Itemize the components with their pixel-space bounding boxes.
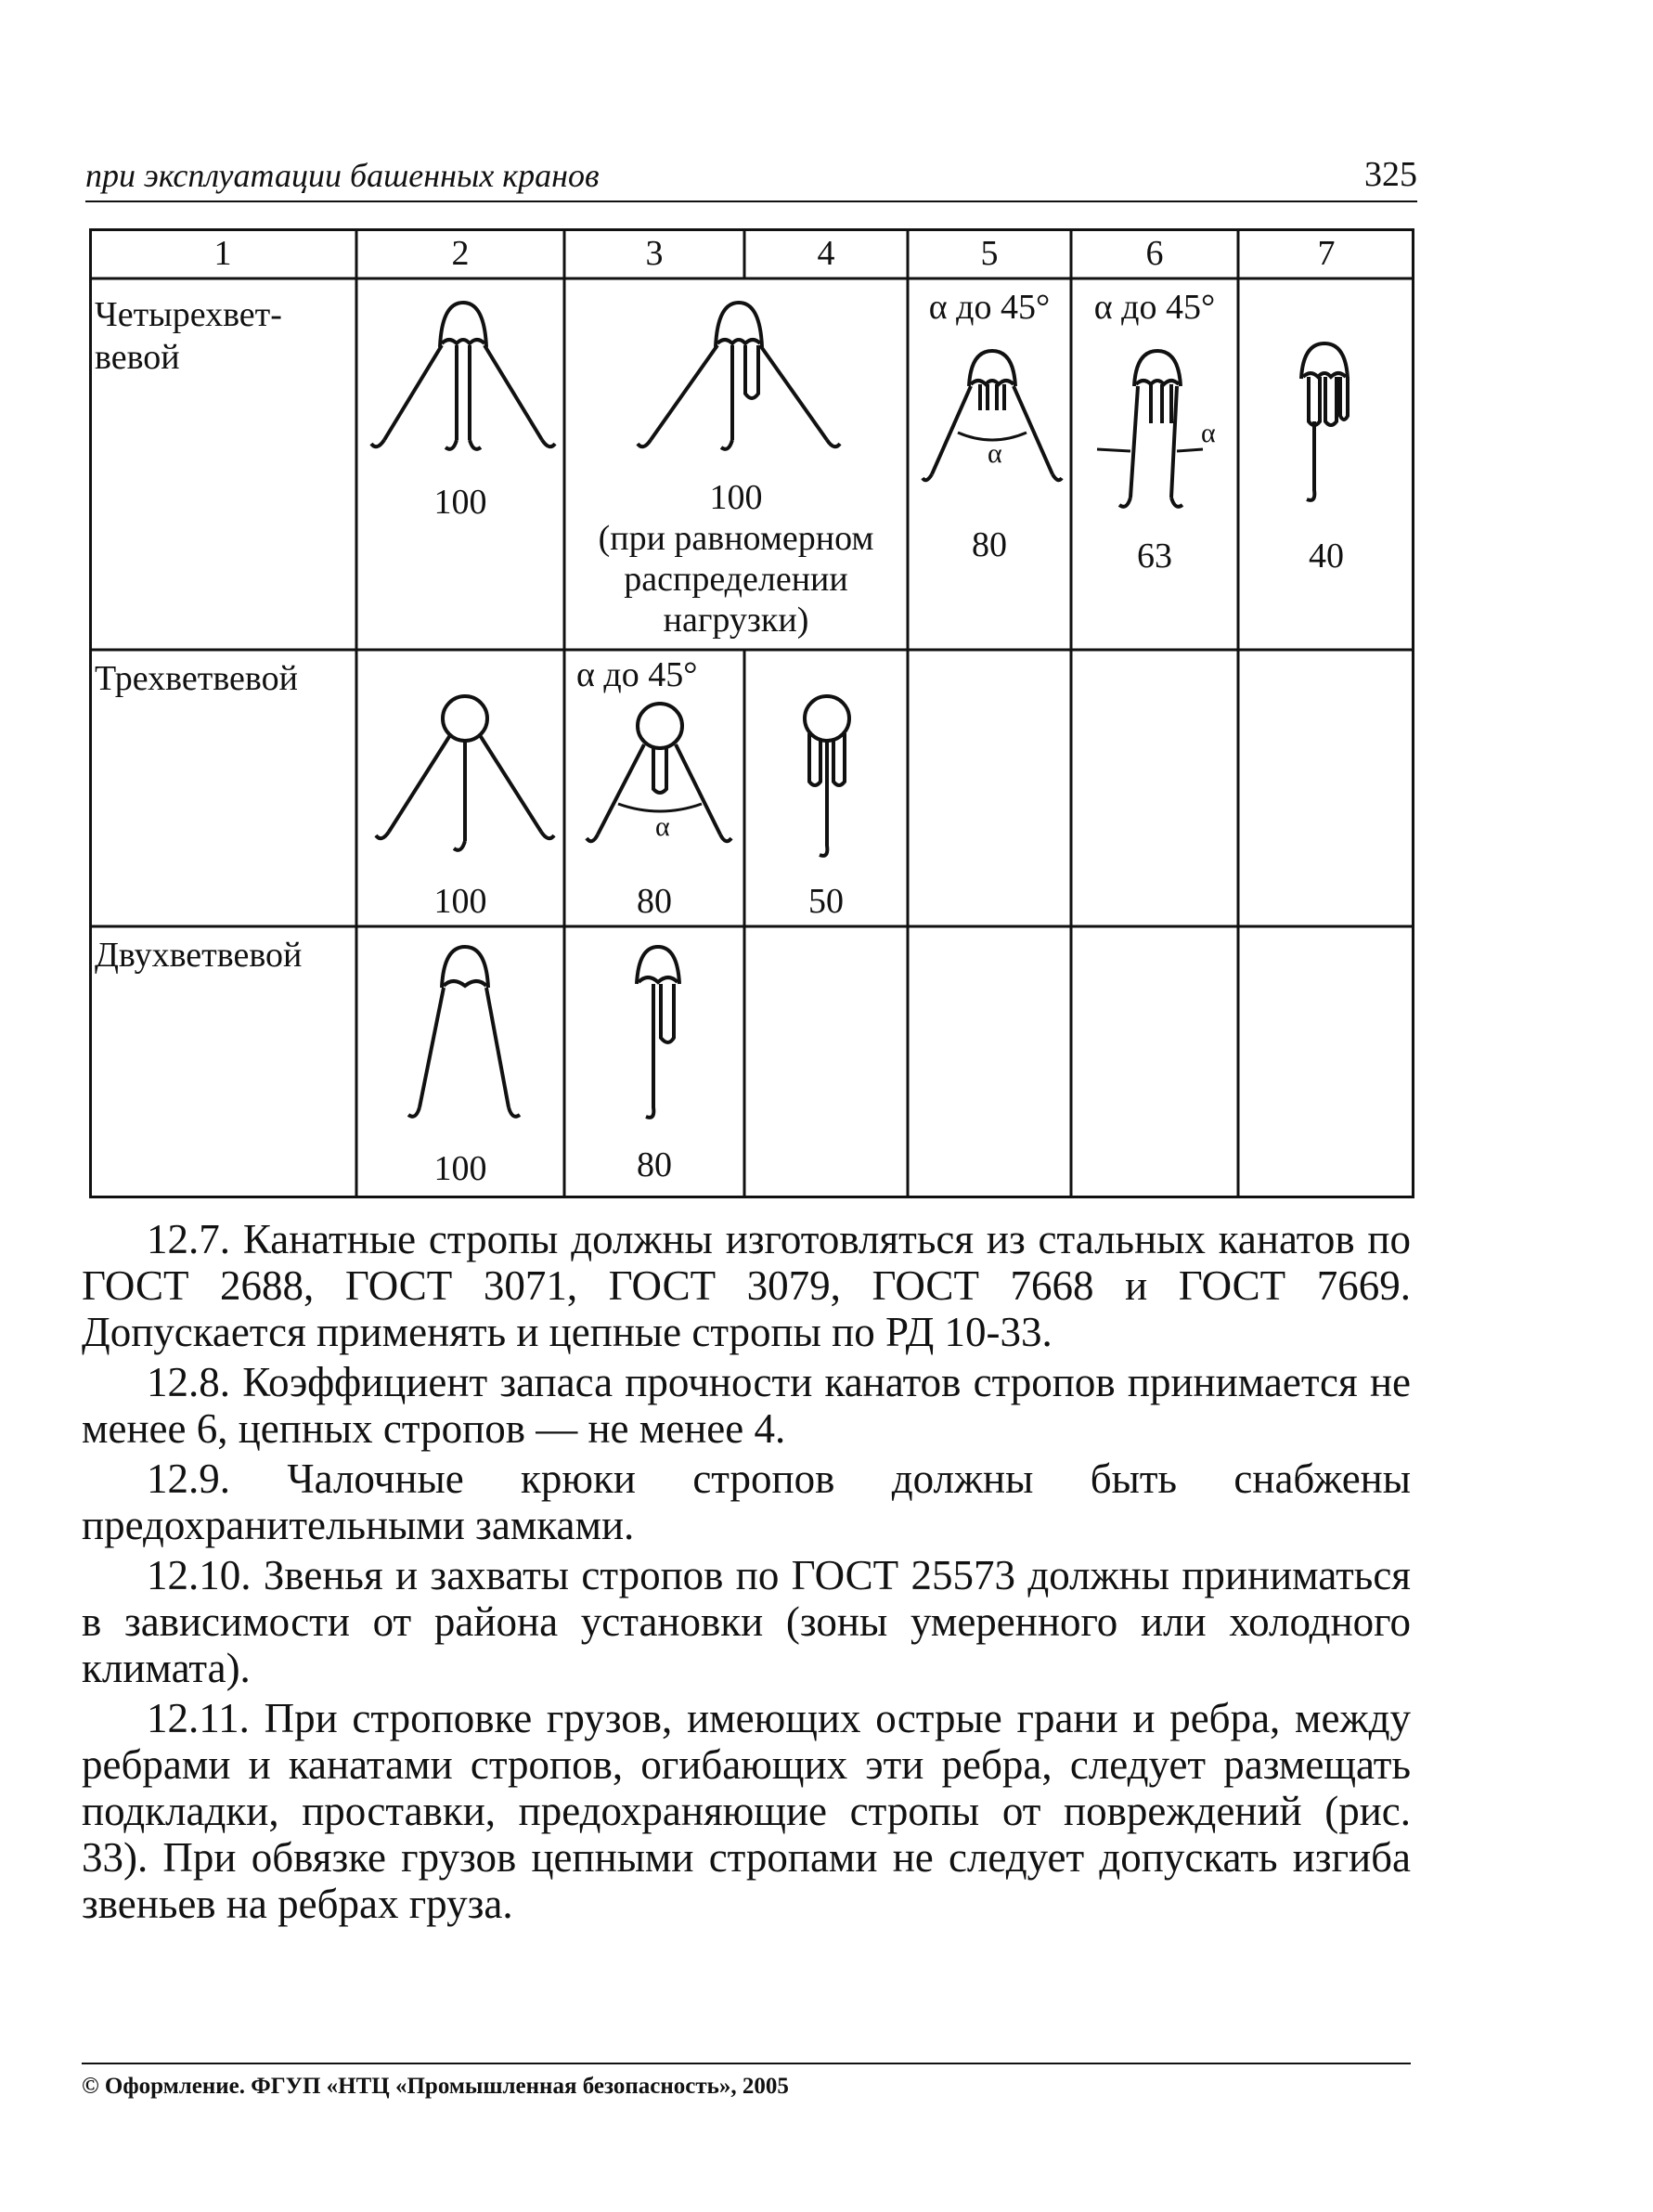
- paragraph-12-11: 12.11. При строповке грузов, имеющих острые грани и ребра, между ребрами и канатами стропов, огибающих эти ребра, следует размещать подкладки, проставки, предохраняющие стропы от повреждений (рис. 33). При обвязке грузов цепными стропами не следует допускать изгиба звеньев на ребрах груза.: [82, 1695, 1411, 1927]
- four-leg-sling-figure: [366, 291, 561, 459]
- col-header-4: 4: [817, 234, 835, 273]
- col-header-2: 2: [451, 234, 470, 273]
- running-header: [85, 156, 1417, 202]
- paragraph-12-10: 12.10. Звенья и захваты стропов по ГОСТ 25573 должны приниматься в зависимости от района установки (зоны умеренного или холодного климата).: [82, 1552, 1411, 1691]
- value-four-leg-col5: 80: [972, 525, 1007, 564]
- value-two-leg-col2: 100: [433, 1149, 487, 1188]
- alpha-symbol-col6: α: [1201, 418, 1216, 448]
- body-text: [82, 1216, 1411, 1931]
- footer: [82, 2063, 1411, 2111]
- row-label-four-leg: Четырехвет- вевой: [95, 295, 282, 377]
- alpha-symbol-three-leg: α: [655, 811, 670, 842]
- note-three-leg-col3: α до 45°: [576, 655, 698, 694]
- running-title: при эксплуатации башенных кранов: [85, 157, 600, 194]
- row-label-three-leg: Трехветвевой: [95, 659, 298, 698]
- value-three-leg-col2: 100: [433, 882, 487, 921]
- sling-table: [89, 228, 1414, 1198]
- value-four-leg-col7: 40: [1309, 537, 1344, 576]
- three-leg-sling-figure: [372, 692, 558, 860]
- four-leg-vertical-angle-figure: [1097, 340, 1227, 525]
- note-four-leg-col5: α до 45°: [928, 288, 1051, 327]
- three-leg-angle-sling-figure: [581, 700, 739, 858]
- paragraph-12-8: 12.8. Коэффициент запаса прочности канатов стропов принимается не менее 6, цепных стропов — не менее 4.: [82, 1359, 1411, 1452]
- value-three-leg-col3: 80: [637, 882, 672, 921]
- col-header-7: 7: [1317, 234, 1336, 273]
- value-four-leg-col2: 100: [433, 483, 487, 522]
- alpha-symbol-col5: α: [988, 438, 1002, 469]
- page-number: 325: [1364, 155, 1417, 194]
- paragraph-12-9: 12.9. Чалочные крюки стропов должны быть снабжены предохранительными замками.: [82, 1455, 1411, 1548]
- three-leg-vertical-figure: [794, 692, 859, 869]
- footer-copyright: © Оформление. ФГУП «НТЦ «Промышленная безопасность», 2005: [82, 2074, 789, 2099]
- value-three-leg-col4: 50: [808, 882, 844, 921]
- col-header-6: 6: [1145, 234, 1164, 273]
- two-leg-sling-figure: [386, 936, 544, 1140]
- four-leg-vertical-figure: [1281, 332, 1374, 518]
- value-four-leg-col6: 63: [1137, 537, 1172, 576]
- row-label-two-leg: Двухветвевой: [95, 936, 303, 975]
- paragraph-12-7: 12.7. Канатные стропы должны изготовляться из стальных канатов по ГОСТ 2688, ГОСТ 3071, ГОСТ 3079, ГОСТ 7668 и ГОСТ 7669. Допускается применять и цепные стропы по РД 10-33.: [82, 1216, 1411, 1355]
- two-leg-vertical-figure: [616, 936, 700, 1140]
- four-leg-sling-uniform-figure: [632, 291, 846, 459]
- value-two-leg-col3: 80: [637, 1145, 672, 1184]
- col-header-1: 1: [213, 234, 232, 273]
- four-leg-angle-sling-figure: [923, 340, 1062, 507]
- col-header-5: 5: [980, 234, 999, 273]
- value-four-leg-col34: 100 (при равномерном распределении нагрузки): [598, 478, 874, 640]
- col-header-3: 3: [645, 234, 664, 273]
- note-four-leg-col6: α до 45°: [1093, 288, 1216, 327]
